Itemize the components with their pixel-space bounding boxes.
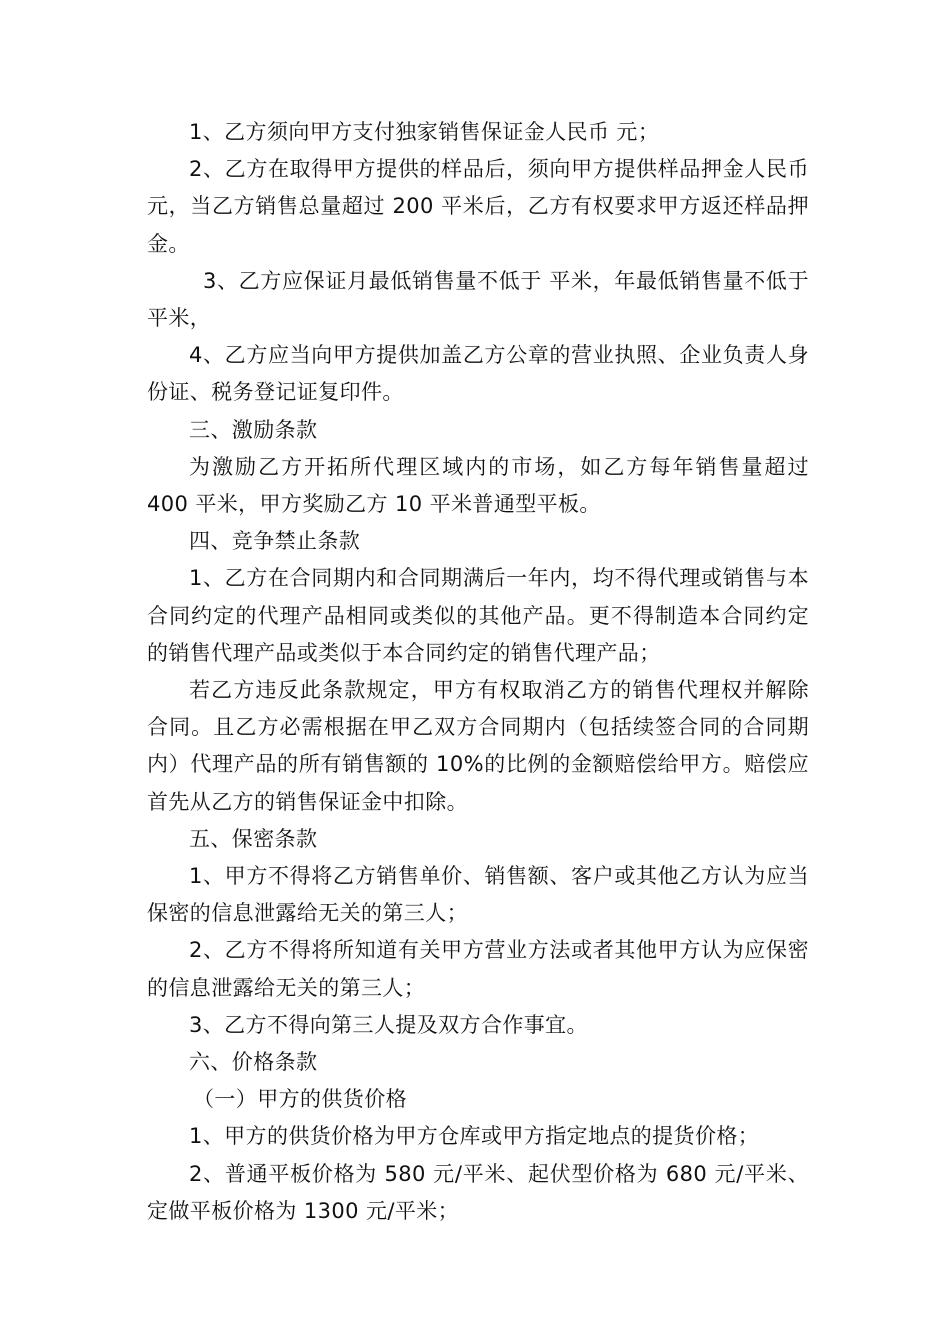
clause-paragraph: 3、乙方不得向第三人提及双方合作事宜。 [189, 1012, 588, 1037]
clause-paragraph: 1、乙方须向甲方支付独家销售保证金人民币 元； [189, 120, 660, 144]
clause-paragraph: 若乙方违反此条款规定，甲方有权取消乙方的销售代理权并解除合同。且乙方必需根据在甲乙双方合同期内（包括续签合同的合同期内）代理产品的所有销售额的 10%的比例的金额赔偿给甲方。赔偿应首先从乙方的销售保证金中扣除。 [147, 678, 809, 814]
clause-paragraph: 2、乙方在取得甲方提供的样品后，须向甲方提供样品押金人民币 元，当乙方销售总量超过 200 平米后，乙方有权要求甲方返还样品押金。 [147, 157, 809, 256]
clause-paragraph: 2、普通平板价格为 580 元/平米、起伏型价格为 680 元/平米、定做平板价格为 1300 元/平米； [147, 1161, 809, 1223]
clause-paragraph: 3、乙方应保证月最低销售量不低于 平米，年最低销售量不低于 平米， [147, 268, 809, 331]
section-heading: 三、激励条款 [189, 417, 318, 442]
section-heading: 四、竞争禁止条款 [189, 529, 361, 554]
clause-paragraph: 4、乙方应当向甲方提供加盖乙方公章的营业执照、企业负责人身份证、税务登记证复印件。 [147, 343, 809, 405]
clause-paragraph: 1、乙方在合同期内和合同期满后一年内，均不得代理或销售与本合同约定的代理产品相同或类似的其他产品。更不得制造本合同约定的销售代理产品或类似于本合同约定的销售代理产品； [147, 566, 809, 665]
section-heading: 五、保密条款 [189, 826, 318, 851]
clause-paragraph: 1、甲方不得将乙方销售单价、销售额、客户或其他乙方认为应当保密的信息泄露给无关的第三人； [147, 864, 809, 926]
clause-paragraph: 1、甲方的供货价格为甲方仓库或甲方指定地点的提货价格； [189, 1124, 760, 1149]
subsection-heading: （一）甲方的供货价格 [193, 1087, 407, 1112]
clause-paragraph: 为激励乙方开拓所代理区域内的市场，如乙方每年销售量超过 400 平米，甲方奖励乙方 10 平米普通型平板。 [147, 454, 809, 517]
section-heading: 六、价格条款 [189, 1050, 318, 1075]
clause-paragraph: 2、乙方不得将所知道有关甲方营业方法或者其他甲方认为应保密的信息泄露给无关的第三人； [147, 938, 809, 1000]
document-body [147, 114, 809, 1230]
